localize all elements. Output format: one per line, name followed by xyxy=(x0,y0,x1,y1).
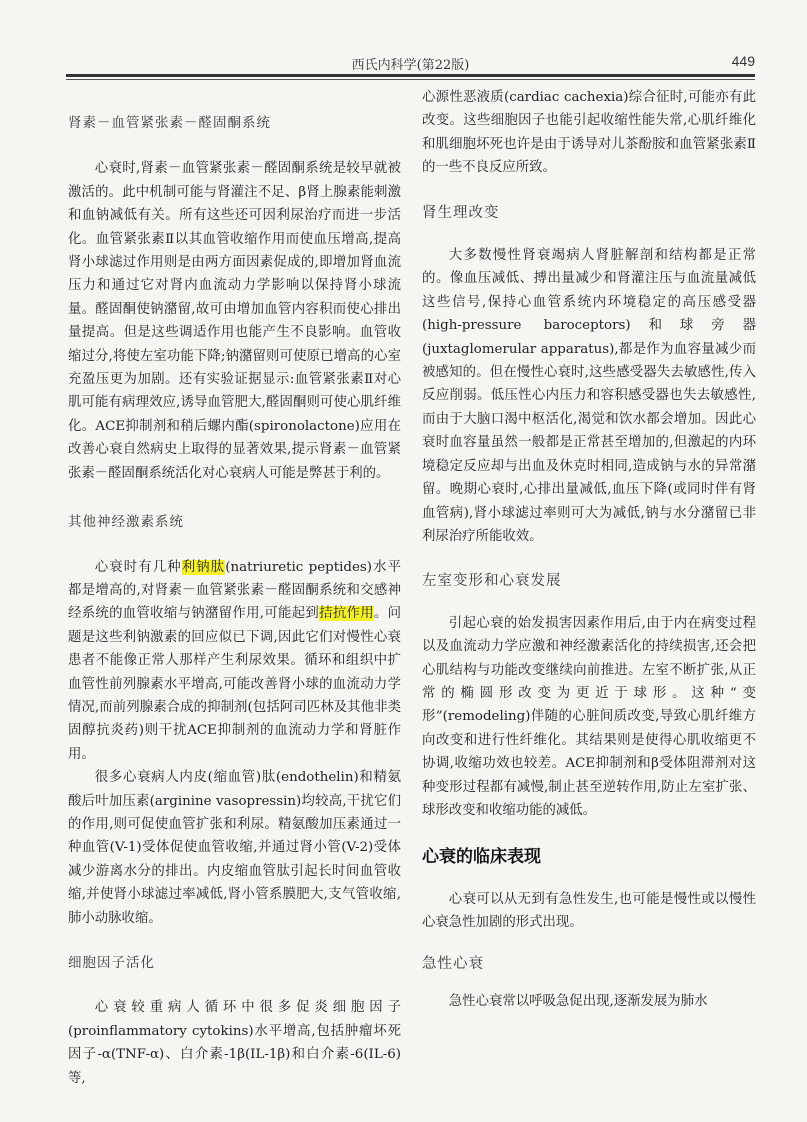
highlight-natriuretic-peptide: 利钠肽 xyxy=(181,559,226,575)
np-text-b: (natriuretic peptides)水平都是增高的,对肾素－血管紧张素－醛固酮系统和交感神经系统的血管收缩与钠潴留作用,可能起到 xyxy=(68,559,401,622)
np-text-a: 心衰时有几种 xyxy=(94,559,182,575)
heading-cytokine: 细胞因子活化 xyxy=(68,955,155,971)
book-title: 西氏内科学(第22版) xyxy=(351,58,470,73)
running-header xyxy=(66,50,755,76)
header-rule-thick xyxy=(66,74,755,77)
right-column xyxy=(422,86,756,1013)
heading-clinical-manifestations: 心衰的临床表现 xyxy=(422,847,541,868)
paragraph-cytokine: 心衰较重病人循环中很多促炎细胞因子(proinflammatory cytokins)水平增高,包括肿瘤坏死因子-α(TNF-α)、白介素-1β(IL-1β)和白介素-6(IL-6)等, xyxy=(68,1000,401,1086)
highlight-antagonism: 拮抗作用 xyxy=(319,606,374,622)
heading-lv-remodeling: 左室变形和心衰发展 xyxy=(422,573,562,590)
paragraph-clinical: 心衰可以从无到有急性发生,也可能是慢性或以慢性心衰急性加剧的形式出现。 xyxy=(422,891,756,931)
heading-renal-physiology: 肾生理改变 xyxy=(422,204,500,221)
paragraph-remodeling: 引起心衰的始发损害因素作用后,由于内在病变过程以及血流动力学应激和神经激素活化的持续损害,还会把心肌结构与功能改变继续向前推进。左室不断扩张,从正常的椭圆形改变为更近于球形。这种“变形”(remodeling)伴随的心脏间质改变,导致心肌纤维方向改变和进行性纤维化。其结果则是使得心肌收缩更不协调,收缩功效也较差。ACE抑制剂和β受体阻滞剂对这种变形过程都有减慢,制止甚至逆转作用,防止左室扩张、球形改变和收缩功能的减低。 xyxy=(422,615,756,818)
paragraph-endothelin: 很多心衰病人内皮(缩血管)肽(endothelin)和精氨酸后叶加压素(arginine vasopressin)均较高,干扰它们的作用,则可促使血管扩张和利尿。精氨酸加压素通过一种血管(V-1)受体促使血管收缩,并通过肾小管(V-2)受体减少游离水分的排出。内皮缩血管肽引起长时间血管收缩,并使肾小球滤过率减低,肾小管系膜肥大,支气管收缩,肺小动脉收缩。 xyxy=(68,770,401,926)
left-column xyxy=(68,86,401,1090)
heading-other-neurohormonal: 其他神经激素系统 xyxy=(68,514,184,531)
heading-raas: 肾素－血管紧张素－醛固酮系统 xyxy=(68,115,271,131)
header-rule-thin xyxy=(66,79,755,80)
paragraph-raas: 心衰时,肾素－血管紧张素－醛固酮系统是较早就被激活的。此中机制可能与肾灌注不足、β肾上腺素能刺激和血钠减低有关。所有这些还可因利尿治疗而进一步活化。血管紧张素Ⅱ以其血管收缩作用而使血压增高,提高肾小球滤过作用则是由两方面因素促成的,即增加肾血流压力和通过它对肾内血流动力学影响以保持肾小球流量。醛固酮使钠潴留,故可由增加血管内容积而使心排出量提高。但是这些调适作用也能产生不良影响。血管收缩过分,将使左室功能下降;钠潴留则可使原已增高的心室充盈压更为加剧。还有实验证据显示:血管紧张素Ⅱ对心肌可能有病理效应,诱导血管肥大,醛固酮则可使心肌纤维化。ACE抑制剂和稍后螺内酯(spironolactone)应用在改善心衰自然病史上取得的显著效果,提示肾素－血管紧张素－醛固酮系统活化对心衰病人可能是弊甚于利的。 xyxy=(68,161,401,481)
page-number: 449 xyxy=(731,53,755,69)
paragraph-acute: 急性心衰常以呼吸急促出现,逐渐发展为肺水 xyxy=(448,994,708,1009)
paragraph-renal: 大多数慢性肾衰竭病人肾脏解剖和结构都是正常的。像血压减低、搏出量减少和肾灌注压与血流量减低这些信号,保持心血管系统内环境稳定的高压感受器(high-pressure baroceptors)和球旁器(juxtaglomerular apparatus),都是作为血容量减少而被感知的。但在慢性心衰时,这些感受器失去敏感性,传入反应削弱。低压性心内压力和容积感受器也失去敏感性,而由于大脑口渴中枢活化,渴觉和饮水都会增加。因此心衰时血容量虽然一般都是正常甚至增加的,但激起的内环境稳定反应却与出血及休克时相同,造成钠与水的异常潴留。晚期心衰时,心排出量减低,血压下降(或同时伴有肾血管病),肾小球滤过率则可大为减低,钠与水分潴留已非利尿治疗所能收效。 xyxy=(422,248,756,544)
paragraph-natriuretic xyxy=(68,556,401,767)
np-text-c: 。问题是这些利钠激素的回应似已下调,因此它们对慢性心衰患者不能像正常人那样产生利尿效果。循环和组织中扩血管性前列腺素水平增高,可能改善肾小球的血流动力学情况,而前列腺素合成的抑制剂(包括阿司匹林及其他非类固醇抗炎药)则干扰ACE抑制剂的血流动力学和肾脏作用。 xyxy=(68,606,402,762)
heading-acute-heart-failure: 急性心衰 xyxy=(422,955,484,972)
paragraph-cachexia-continued: 心源性恶液质(cardiac cachexia)综合征时,可能亦有此改变。这些细胞因子也能引起收缩性能失常,心肌纤维化和肌细胞坏死也许是由于诱导对儿茶酚胺和血管紧张素Ⅱ的一些不良反应所致。 xyxy=(422,90,756,176)
